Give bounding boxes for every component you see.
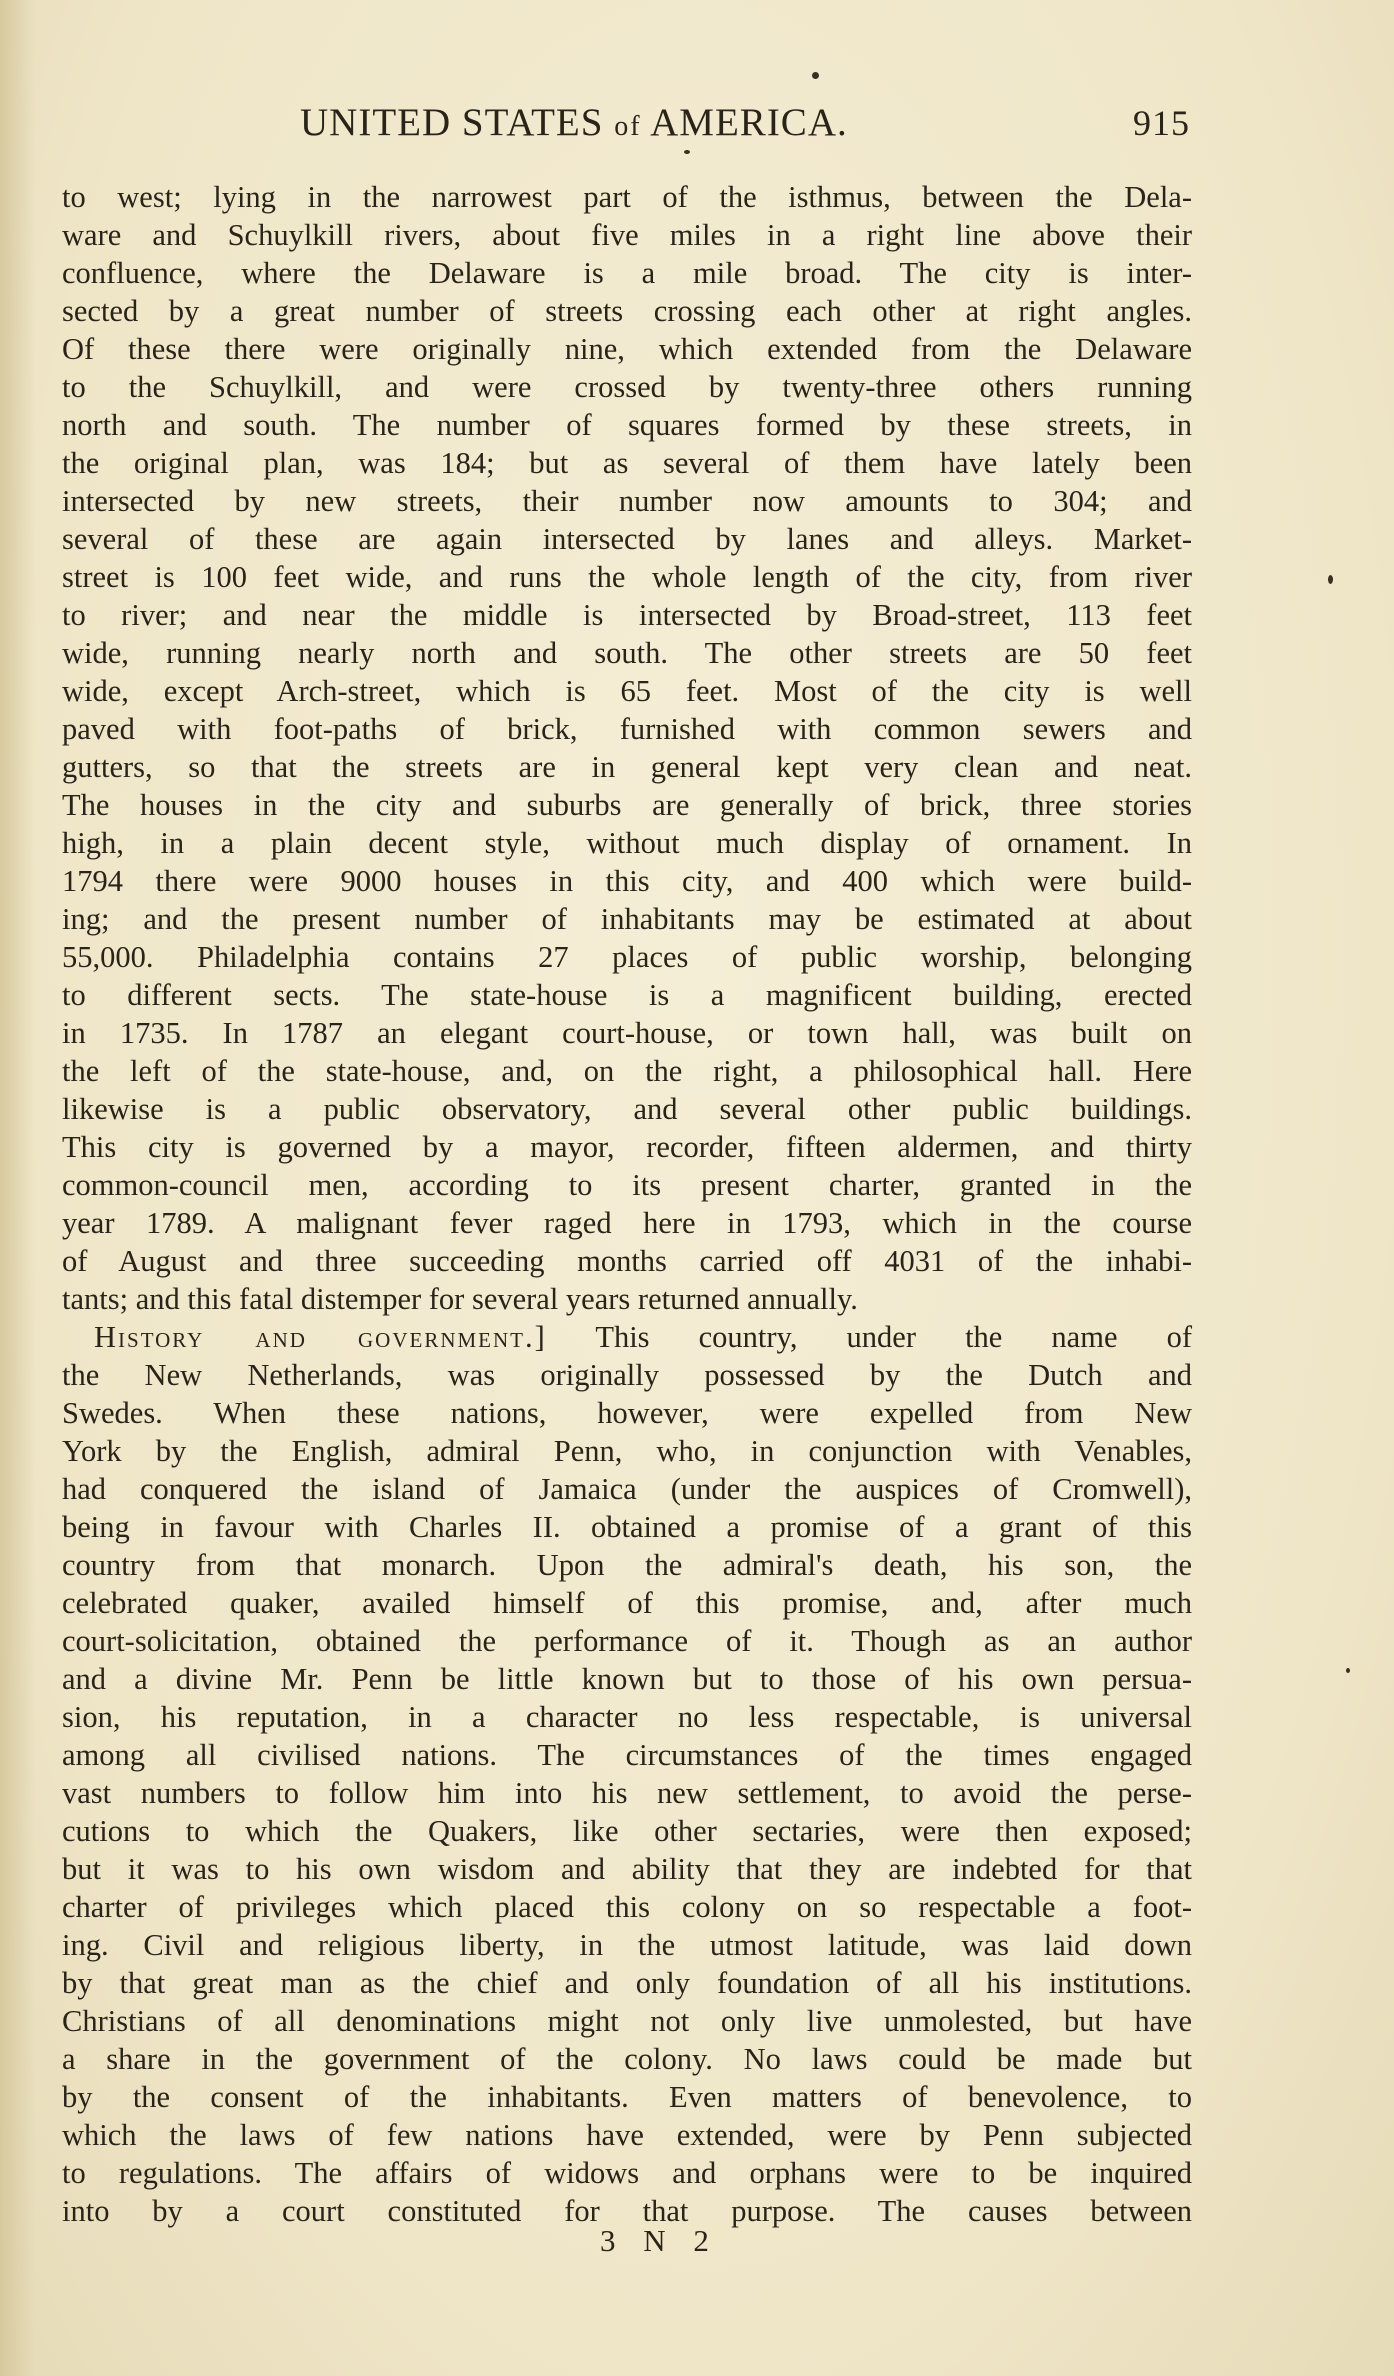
text-line: tants; and this fatal distemper for several years returned annually.: [62, 1282, 858, 1316]
text-line: north and south. The number of squares formed by these streets, in: [62, 408, 1192, 442]
text-line: of August and three succeeding months carried off 4031 of the inhabi-: [62, 1244, 1192, 1278]
ink-speck: [1328, 575, 1333, 584]
text-line: ing; and the present number of inhabitants may be estimated at about: [62, 902, 1192, 936]
text-line: Swedes. When these nations, however, were expelled from New: [62, 1396, 1192, 1430]
text-line: to west; lying in the narrowest part of the isthmus, between the Dela-: [62, 180, 1192, 214]
text-line: confluence, where the Delaware is a mile broad. The city is inter-: [62, 256, 1192, 290]
text-line: The houses in the city and suburbs are generally of brick, three stories: [62, 788, 1192, 822]
text-line: paved with foot-paths of brick, furnished with common sewers and: [62, 712, 1192, 746]
running-head: [300, 100, 1200, 160]
text-line: ware and Schuylkill rivers, about five miles in a right line above their: [62, 218, 1192, 252]
section-first-line: History and government.] This country, under the name of: [94, 1320, 1192, 1354]
text-line: but it was to his own wisdom and ability that they are indebted for that: [62, 1852, 1192, 1886]
ink-speck: [812, 72, 819, 79]
text-line: by the consent of the inhabitants. Even matters of benevolence, to: [62, 2080, 1192, 2114]
text-line: York by the English, admiral Penn, who, in conjunction with Venables,: [62, 1434, 1192, 1468]
text-line: to different sects. The state-house is a magnificent building, erected: [62, 978, 1192, 1012]
text-line: had conquered the island of Jamaica (under the auspices of Cromwell),: [62, 1472, 1192, 1506]
text-line: the New Netherlands, was originally possessed by the Dutch and: [62, 1358, 1192, 1392]
text-line: into by a court constituted for that purpose. The causes between: [62, 2194, 1192, 2228]
text-line: court-solicitation, obtained the performance of it. Though as an author: [62, 1624, 1192, 1658]
text-line: common-council men, according to its present charter, granted in the: [62, 1168, 1192, 1202]
text-line: the left of the state-house, and, on the right, a philosophical hall. Here: [62, 1054, 1192, 1088]
ink-speck: [1346, 1668, 1350, 1673]
text-line: which the laws of few nations have extended, were by Penn subjected: [62, 2118, 1192, 2152]
body-text: [62, 178, 1192, 2230]
text-line: to regulations. The affairs of widows and orphans were to be inquired: [62, 2156, 1192, 2190]
text-line: This city is governed by a mayor, recorder, fifteen aldermen, and thirty: [62, 1130, 1192, 1164]
text-line: sected by a great number of streets crossing each other at right angles.: [62, 294, 1192, 328]
text-line: being in favour with Charles II. obtained a promise of a grant of this: [62, 1510, 1192, 1544]
ink-speck: [684, 150, 690, 154]
text-line: charter of privileges which placed this colony on so respectable a foot-: [62, 1890, 1192, 1924]
text-line: likewise is a public observatory, and several other public buildings.: [62, 1092, 1192, 1126]
text-line: several of these are again intersected by lanes and alleys. Market-: [62, 522, 1192, 556]
title-of: of: [614, 111, 642, 142]
signature-mark: 3 N 2: [600, 2223, 719, 2258]
text-line: the original plan, was 184; but as several of them have lately been: [62, 446, 1192, 480]
running-title: UNITED STATES of AMERICA.: [300, 101, 848, 144]
text-line: year 1789. A malignant fever raged here in 1793, which in the course: [62, 1206, 1192, 1240]
text-line: sion, his reputation, in a character no less respectable, is universal: [62, 1700, 1192, 1734]
text-line: to the Schuylkill, and were crossed by twenty-three others running: [62, 370, 1192, 404]
text-line: 1794 there were 9000 houses in this city, and 400 which were build-: [62, 864, 1192, 898]
text-line: Of these there were originally nine, which extended from the Delaware: [62, 332, 1192, 366]
text-line: ing. Civil and religious liberty, in the utmost latitude, was laid down: [62, 1928, 1192, 1962]
text-line: in 1735. In 1787 an elegant court-house, or town hall, was built on: [62, 1016, 1192, 1050]
text-line: street is 100 feet wide, and runs the whole length of the city, from river: [62, 560, 1192, 594]
text-line: cutions to which the Quakers, like other sectaries, were then exposed;: [62, 1814, 1192, 1848]
text-line: wide, running nearly north and south. The other streets are 50 feet: [62, 636, 1192, 670]
text-line: high, in a plain decent style, without much display of ornament. In: [62, 826, 1192, 860]
text-line: a share in the government of the colony. No laws could be made but: [62, 2042, 1192, 2076]
text-line: gutters, so that the streets are in general kept very clean and neat.: [62, 750, 1192, 784]
text-line: by that great man as the chief and only foundation of all his institutions.: [62, 1966, 1192, 2000]
section-heading: History and government.]: [94, 1320, 547, 1354]
text-line: intersected by new streets, their number now amounts to 304; and: [62, 484, 1192, 518]
page-number: 915: [1133, 103, 1190, 143]
text-line: wide, except Arch-street, which is 65 feet. Most of the city is well: [62, 674, 1192, 708]
text-line: to river; and near the middle is intersected by Broad-street, 113 feet: [62, 598, 1192, 632]
text-line: Christians of all denominations might not only live unmolested, but have: [62, 2004, 1192, 2038]
text-line: 55,000. Philadelphia contains 27 places of public worship, belonging: [62, 940, 1192, 974]
text-line: among all civilised nations. The circumstances of the times engaged: [62, 1738, 1192, 1772]
text-line: vast numbers to follow him into his new settlement, to avoid the perse-: [62, 1776, 1192, 1810]
text-line: celebrated quaker, availed himself of this promise, and, after much: [62, 1586, 1192, 1620]
text-line: country from that monarch. Upon the admiral's death, his son, the: [62, 1548, 1192, 1582]
text-line: and a divine Mr. Penn be little known but to those of his own persua-: [62, 1662, 1192, 1696]
